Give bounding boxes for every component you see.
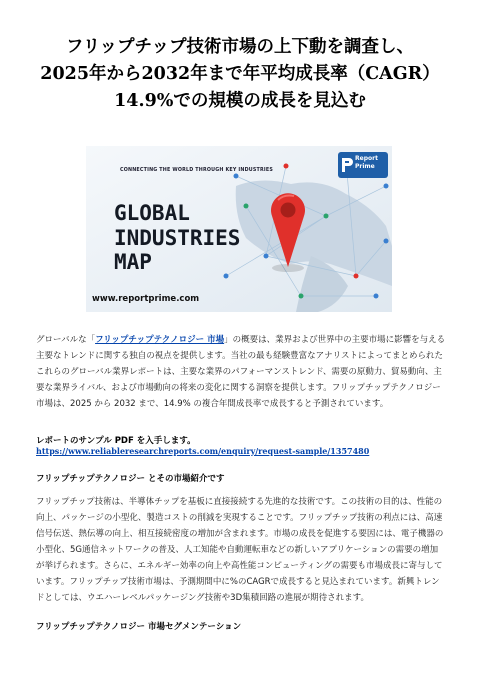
section-heading-introduction: フリップチップテクノロジー とその市場紹介です [36,474,225,484]
sample-request-link[interactable]: https://www.reliableresearchreports.com/enquiry/request-sample/1357480 [36,446,370,456]
intro-paragraph [36,332,446,412]
logo-line-2: Prime [355,163,375,170]
banner-tagline: CONNECTING THE WORLD THROUGH KEY INDUSTRIES [120,168,274,173]
banner-url: www.reportprime.com [92,294,200,304]
title-line-2: 2025年から2032年まで年平均成長率（CAGR） [40,64,440,84]
title-line-1: フリップチップ技術市場の上下動を調査し、 [65,37,415,57]
logo-text [355,155,378,171]
market-link[interactable]: フリップチップテクノロジー 市場 [95,335,225,345]
sample-pdf-label: レポートのサンプル PDF を入手します。 [36,436,196,446]
introduction-paragraph: フリップチップ技術は、半導体チップを基板に直接接続する先進的な技術です。この技術の目的は、性能の向上、パッケージの小型化、製造コストの削減を実現することです。フリップチップ技術の利点には、高速信号伝送、熱伝導の向上、相互接続密度の増加が含まれます。市場の成長を促進する要因には、電子機器の小型化、5G通信ネットワークの普及、人工知能や自動運転車などの新しいアプリケーションの需要の増加が挙げられます。さらに、エネルギー効率の向上や高性能コンピューティングの需要も市場成長に寄与しています。フリップチップ技術市場は、予測期間中に%のCAGRで成長すると見込まれています。新興トレンドとしては、ウエハーレベルパッケージング技術や3D集積回路の進展が期待されます。 [36,497,444,603]
report-prime-logo [338,152,388,178]
section-heading-segmentation: フリップチップテクノロジー 市場セグメンテーション [36,622,242,632]
intro-prefix: グローバルな「 [36,335,96,345]
global-industries-map-banner [86,146,392,312]
page-title [20,34,460,115]
banner-main-line-2: INDUSTRIES [114,225,241,250]
logo-line-1: Report [355,155,378,162]
title-line-3: 14.9%での規模の成長を見込む [114,91,366,111]
banner-main-line-3: MAP [114,250,152,274]
banner-main-title [114,201,240,275]
intro-suffix: 」の概要は、業界および世界中の主要市場に影響を与える主要なトレンドに関する独自の視点を提供します。当社の最も経験豊富なアナリストによってまとめられたこれらのグローバル業界レポートは、主要な業界のパフォーマンストレンド、需要の原動力、貿易動向、主要な業界ライバル、および市場動向の将来の変化に関する洞察を提供します。フリップチップテクノロジー 市場は、2025 から 2032 まで、14.9% の複合年間成長率で成長すると予測されています。 [36,335,446,409]
banner-main-line-1: GLOBAL [114,201,190,225]
